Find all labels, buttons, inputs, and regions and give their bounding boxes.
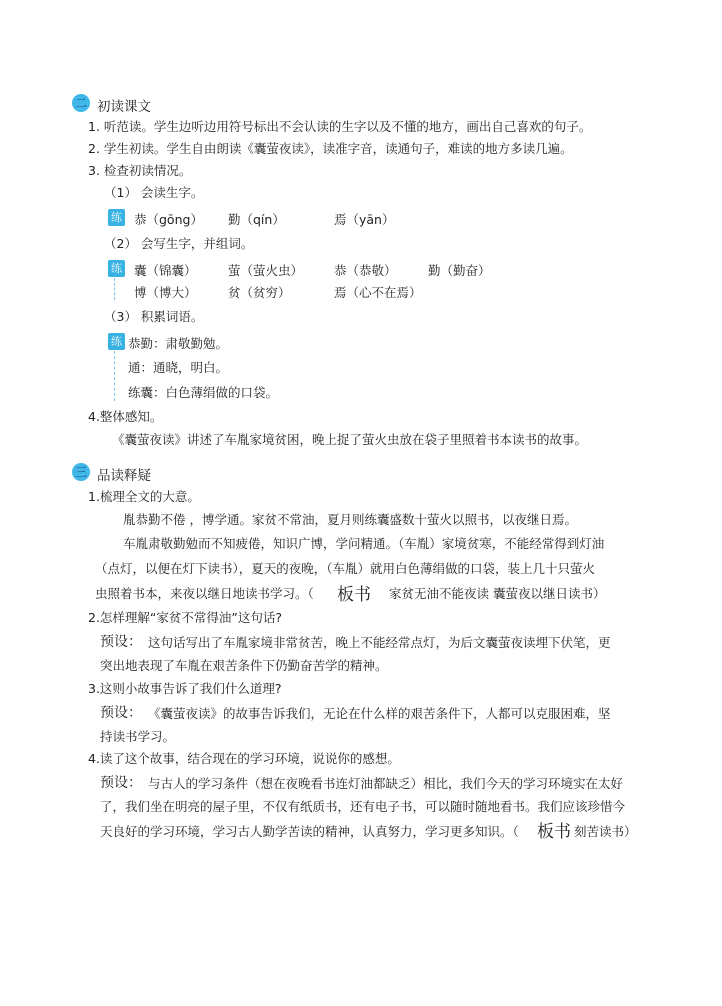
question: 4.读了这个故事，结合现在的学习环境，说说你的感想。: [88, 751, 400, 766]
sub-item: （3） 积累词语。: [104, 309, 204, 324]
char-item: 博（博大）: [134, 285, 197, 300]
char-item: 勤（勤奋）: [428, 263, 491, 278]
list-item: 1. 听范读。学生边听边用符号标出不会认读的生字以及不懂的地方，画出自己喜欢的句子。: [88, 119, 592, 134]
question: 2.怎样理解“家贫不常得油”这句话?: [88, 610, 283, 625]
char-item: 勤（qín）: [228, 212, 285, 227]
board-label: 板书: [537, 822, 571, 842]
paragraph-line: 突出地表现了车胤在艰苦条件下仍勤奋苦学的精神。: [100, 658, 388, 673]
paragraph-line: 天良好的学习环境，学习古人勤学苦读的精神，认真努力，学习更多知识。（: [100, 824, 519, 839]
preset-label: 预设：: [100, 775, 142, 791]
paragraph-line: 这句话写出了车胤家境非常贫苦，晚上不能经常点灯，为后文囊萤夜读埋下伏笔，更: [148, 635, 611, 650]
word-item: 恭勤：肃敬勤勉。: [128, 336, 229, 351]
practice-icon: 练: [108, 333, 125, 350]
practice-icon: 练: [108, 260, 125, 277]
char-item: 萤（萤火虫）: [228, 263, 304, 278]
char-item: 囊（锦囊）: [134, 263, 197, 278]
section-number-badge: 二: [72, 94, 90, 112]
sub-item: （2） 会写生字，并组词。: [104, 236, 254, 251]
paragraph-line: 了，我们坐在明亮的屋子里，不仅有纸质书，还有电子书，可以随时随地看书。我们应该珍惜今: [100, 799, 626, 814]
char-item: 焉（yān）: [334, 212, 395, 227]
list-item: 3. 检查初读情况。: [88, 163, 192, 178]
sub-item: （1） 会读生字。: [104, 185, 204, 200]
char-item: 焉（心不在焉）: [334, 285, 422, 300]
section-title: 品读释疑: [97, 468, 151, 484]
paragraph-line: 胤恭勤不倦 ，博学通。家贫不常油，夏月则练囊盛数十萤火以照书，以夜继日焉。: [123, 512, 577, 527]
char-item: 恭（gōng）: [134, 212, 203, 227]
paragraph-line: （点灯，以便在灯下读书），夏天的夜晚，（车胤）就用白色薄绢做的口袋，装上几十只萤火: [95, 561, 596, 576]
board-text: 家贫无油不能夜读 囊萤夜以继日读书）: [389, 586, 606, 601]
word-item: 练囊：白色薄绢做的口袋。: [128, 385, 279, 400]
char-item: 贫（贫穷）: [228, 285, 291, 300]
section-number-badge: 三: [72, 463, 90, 481]
paragraph-line: 与古人的学习条件（想在夜晚看书连灯油都缺乏）相比，我们今天的学习环境实在太好: [148, 776, 624, 791]
list-item: 2. 学生初读。学生自由朗读《囊萤夜读》，读准字音，读通句子，难读的地方多读几遍。: [88, 141, 573, 156]
preset-label: 预设：: [100, 634, 142, 650]
paragraph-line: 虫照着书本，来夜以继日地读书学习。（: [95, 586, 314, 601]
char-item: 恭（恭敬）: [334, 263, 397, 278]
paragraph-line: 车胤肃敬勤勉而不知疲倦，知识广博，学问精通。（车胤）家境贫寒，不能经常得到灯油: [123, 536, 605, 551]
board-text: 刻苦读书）: [574, 824, 637, 839]
summary-text: 《囊萤夜读》讲述了车胤家境贫困，晚上捉了萤火虫放在袋子里照着书本读书的故事。: [112, 432, 588, 447]
preset-label: 预设：: [100, 705, 142, 721]
section-title: 初读课文: [97, 99, 151, 115]
question: 1.梳理全文的大意。: [88, 489, 200, 504]
list-item: 4.整体感知。: [88, 409, 163, 424]
practice-icon: 练: [108, 209, 125, 226]
question: 3.这则小故事告诉了我们什么道理?: [88, 681, 282, 696]
paragraph-line: 《囊萤夜读》的故事告诉我们，无论在什么样的艰苦条件下，人都可以克服困难，坚: [148, 706, 611, 721]
dashed-guide: [114, 278, 115, 300]
board-label: 板书: [337, 585, 371, 605]
word-item: 通：通晓，明白。: [128, 360, 229, 375]
dashed-guide: [114, 351, 115, 401]
paragraph-line: 持读书学习。: [100, 729, 176, 744]
